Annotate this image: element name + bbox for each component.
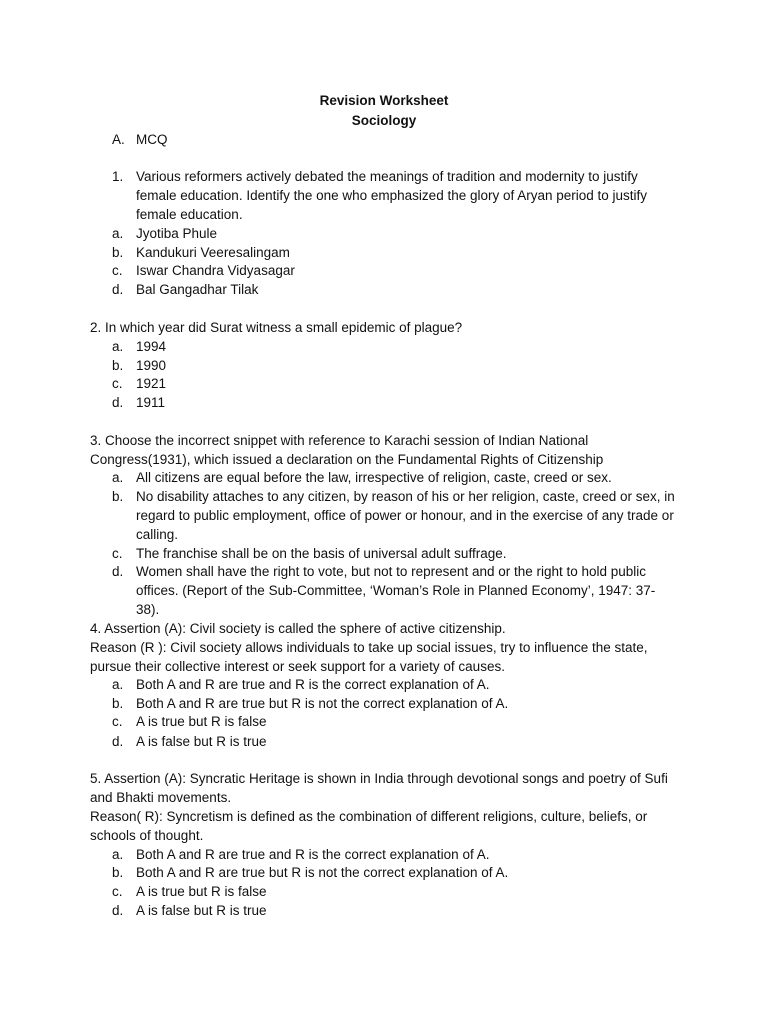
option-marker: d. (112, 564, 124, 579)
option-text: The franchise shall be on the basis of universal adult suffrage. (136, 546, 507, 561)
option-text: Both A and R are true and R is the correct explanation of A. (136, 677, 490, 692)
option-marker: b. (112, 489, 124, 504)
q4-option-a (112, 676, 682, 695)
q1-option-b (112, 244, 682, 263)
q2-option-a (112, 338, 682, 357)
option-text: A is false but R is true (136, 903, 267, 918)
option-marker: a. (112, 226, 124, 241)
option-text: Jyotiba Phule (136, 226, 218, 241)
q3-option-b (112, 488, 678, 544)
option-text: Both A and R are true but R is not the correct explanation of A. (136, 696, 509, 711)
option-text: A is false but R is true (136, 734, 267, 749)
section-heading (112, 131, 682, 150)
q2-option-d (112, 394, 682, 413)
option-marker: d. (112, 734, 124, 749)
question-3-text: 3. Choose the incorrect snippet with reference to Karachi session of Indian National Congress(1931), which issued a declaration on the Fundamental Rights of Citizenship (90, 433, 604, 467)
q1-option-a (112, 225, 682, 244)
option-text: A is true but R is false (136, 714, 267, 729)
q5-option-a (112, 846, 682, 865)
option-text: Kandukuri Veeresalingam (136, 245, 290, 260)
q5-option-d (112, 902, 682, 921)
option-text: Iswar Chandra Vidyasagar (136, 263, 295, 278)
q3-option-d (112, 563, 658, 619)
q2-option-c (112, 375, 682, 394)
option-marker: c. (112, 263, 123, 278)
question-1-text: Various reformers actively debated the meanings of tradition and modernity to justify female education. Identify the one who emphasized the glory of Aryan period to justify female education. (136, 169, 648, 222)
option-text: No disability attaches to any citizen, by reason of his or her religion, caste, creed or sex, in regard to public employment, office of power or honour, and in the exercise of any trade or calling. (136, 489, 675, 542)
question-1-number: 1. (112, 169, 124, 184)
section-marker: A. (112, 132, 125, 147)
q5-option-b (112, 864, 682, 883)
worksheet-title: Revision Worksheet (319, 93, 449, 108)
section-label: MCQ (136, 132, 168, 147)
option-text: All citizens are equal before the law, irrespective of religion, caste, creed or sex. (136, 470, 612, 485)
q4-option-d (112, 733, 682, 752)
question-4-reason: Reason (R ): Civil society allows individuals to take up social issues, try to influence the state, pursue their collective interest or seek support for a variety of causes. (90, 640, 648, 674)
q4-option-b (112, 695, 682, 714)
option-marker: a. (112, 677, 124, 692)
option-text: Women shall have the right to vote, but not to represent and or the right to hold public offices. (Report of the Sub-Committee, ‘Woman’s Role in Planned Economy’, 1947: 37-38). (136, 564, 656, 617)
option-text: A is true but R is false (136, 884, 267, 899)
option-marker: d. (112, 395, 124, 410)
q4-option-c (112, 713, 682, 732)
option-marker: a. (112, 470, 124, 485)
q1-option-d (112, 281, 682, 300)
option-marker: c. (112, 884, 123, 899)
option-marker: a. (112, 847, 124, 862)
option-marker: b. (112, 245, 124, 260)
option-marker: b. (112, 696, 124, 711)
question-1 (112, 168, 662, 224)
option-text: 1994 (136, 339, 167, 354)
option-marker: d. (112, 903, 124, 918)
q3-option-c (112, 545, 682, 564)
question-5-reason: Reason( R): Syncretism is defined as the combination of different religions, culture, beliefs, or schools of thought. (90, 809, 648, 843)
q1-option-c (112, 262, 682, 281)
option-text: Both A and R are true and R is the correct explanation of A. (136, 847, 490, 862)
option-marker: a. (112, 339, 124, 354)
option-text: Bal Gangadhar Tilak (136, 282, 259, 297)
option-marker: c. (112, 376, 123, 391)
q5-option-c (112, 883, 682, 902)
option-text: 1990 (136, 358, 167, 373)
option-marker: c. (112, 714, 123, 729)
q2-option-b (112, 357, 682, 376)
option-marker: c. (112, 546, 123, 561)
question-4-assertion: 4. Assertion (A): Civil society is called the sphere of active citizenship. (90, 621, 506, 636)
option-marker: d. (112, 282, 124, 297)
option-marker: b. (112, 865, 124, 880)
option-text: Both A and R are true but R is not the correct explanation of A. (136, 865, 509, 880)
option-marker: b. (112, 358, 124, 373)
question-5-assertion: 5. Assertion (A): Syncratic Heritage is shown in India through devotional songs and poetry of Sufi and Bhakti movements. (90, 771, 668, 805)
q3-option-a (112, 469, 682, 488)
option-text: 1921 (136, 376, 167, 391)
subject-title: Sociology (351, 113, 417, 128)
question-2-text: 2. In which year did Surat witness a small epidemic of plague? (90, 320, 463, 335)
option-text: 1911 (136, 395, 166, 410)
